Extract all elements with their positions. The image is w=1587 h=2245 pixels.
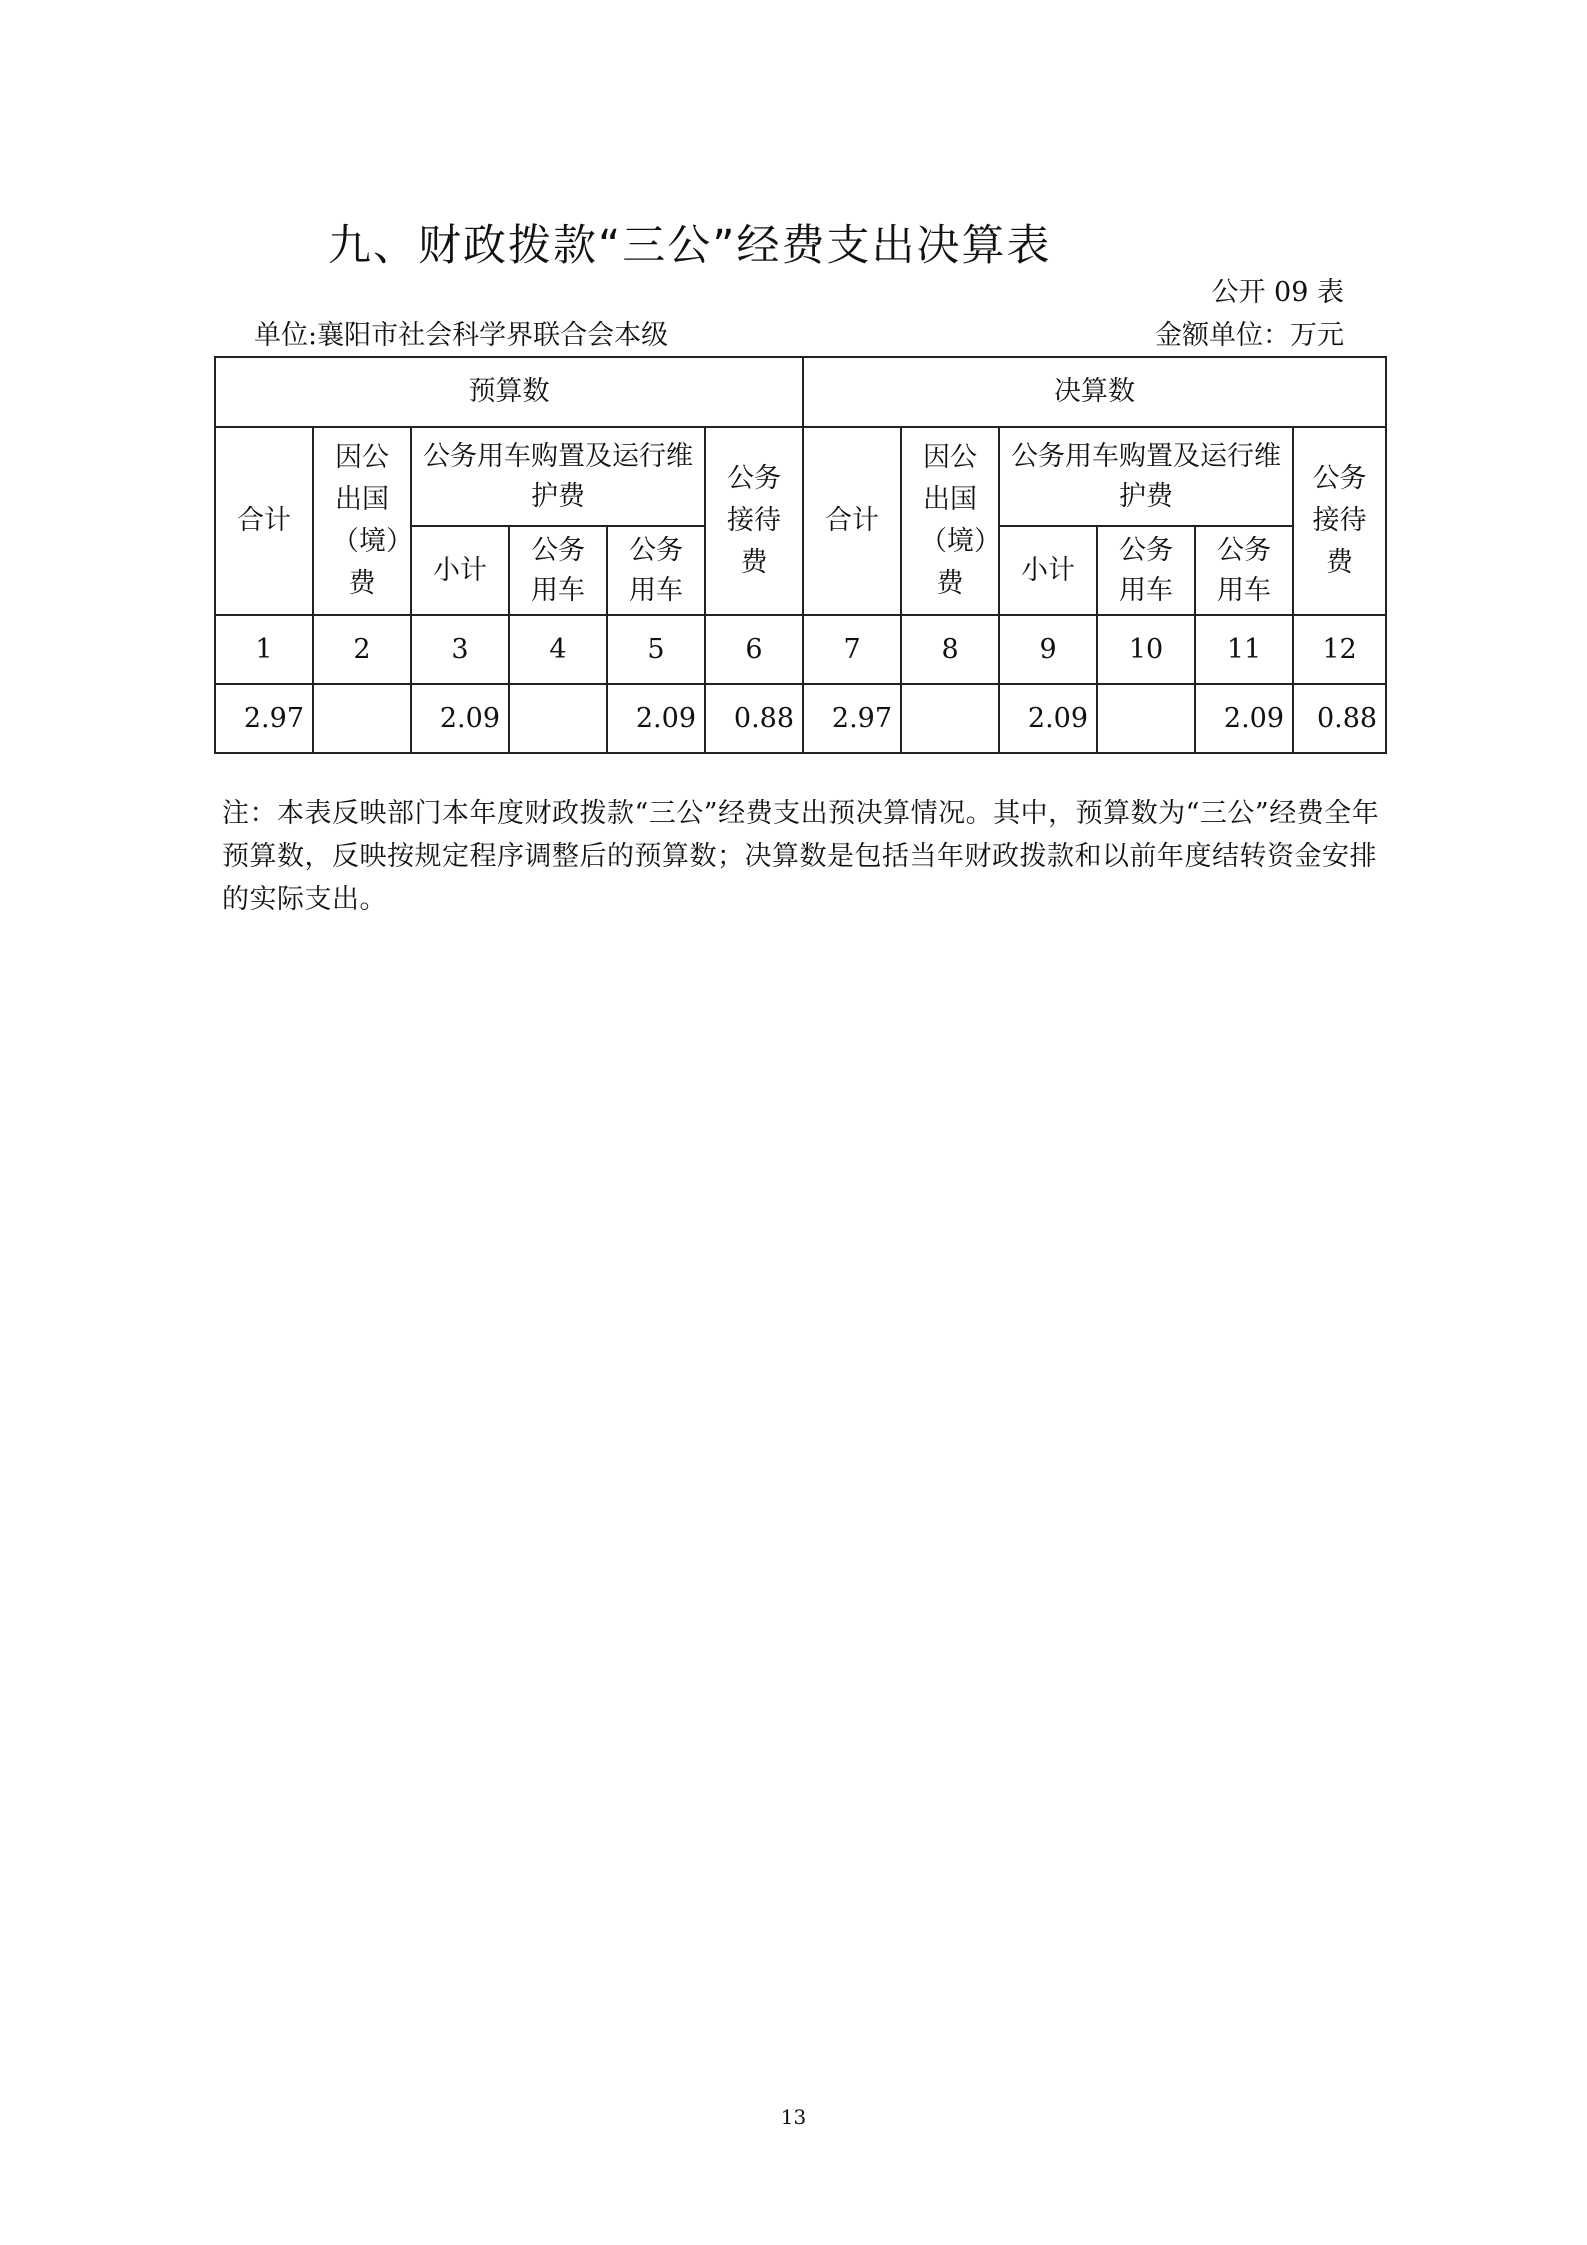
header-final-total: 合计 xyxy=(803,427,901,615)
index-cell: 7 xyxy=(803,615,901,684)
index-cell: 8 xyxy=(901,615,999,684)
value-cell: 2.09 xyxy=(1195,684,1293,753)
table-group-header-row xyxy=(215,357,1386,427)
header-final: 决算数 xyxy=(803,357,1386,427)
header-final-vehicle-purchase: 公务用车 xyxy=(1097,526,1195,615)
value-cell: 2.09 xyxy=(607,684,705,753)
value-cell: 2.09 xyxy=(411,684,509,753)
table-index-row xyxy=(215,615,1386,684)
header-budget-vehicle: 公务用车购置及运行维护费 xyxy=(411,427,705,526)
header-final-abroad: 因公出国（境）费 xyxy=(901,427,999,615)
index-cell: 2 xyxy=(313,615,411,684)
table-header-row-1 xyxy=(215,427,1386,526)
value-cell xyxy=(1097,684,1195,753)
header-final-vehicle: 公务用车购置及运行维护费 xyxy=(999,427,1293,526)
value-cell: 2.97 xyxy=(215,684,313,753)
header-final-subtotal: 小计 xyxy=(999,526,1097,615)
header-budget-reception: 公务接待费 xyxy=(705,427,803,615)
value-cell xyxy=(509,684,607,753)
table-row xyxy=(215,684,1386,753)
header-budget-abroad: 因公出国（境）费 xyxy=(313,427,411,615)
header-final-reception: 公务接待费 xyxy=(1293,427,1386,615)
three-public-expense-table xyxy=(214,356,1387,754)
index-cell: 3 xyxy=(411,615,509,684)
index-cell: 11 xyxy=(1195,615,1293,684)
value-cell: 2.09 xyxy=(999,684,1097,753)
index-cell: 5 xyxy=(607,615,705,684)
page-title: 九、财政拨款“三公”经费支出决算表 xyxy=(328,221,1052,271)
index-cell: 4 xyxy=(509,615,607,684)
header-budget-total: 合计 xyxy=(215,427,313,615)
header-budget: 预算数 xyxy=(215,357,803,427)
index-cell: 9 xyxy=(999,615,1097,684)
amount-unit: 金额单位：万元 xyxy=(1155,320,1344,351)
header-budget-vehicle-run: 公务用车 xyxy=(607,526,705,615)
value-cell: 2.97 xyxy=(803,684,901,753)
header-budget-subtotal: 小计 xyxy=(411,526,509,615)
value-cell xyxy=(313,684,411,753)
index-cell: 12 xyxy=(1293,615,1386,684)
index-cell: 1 xyxy=(215,615,313,684)
value-cell xyxy=(901,684,999,753)
organization-unit: 单位:襄阳市社会科学界联合会本级 xyxy=(254,320,669,351)
index-cell: 10 xyxy=(1097,615,1195,684)
value-cell: 0.88 xyxy=(705,684,803,753)
page-number: 13 xyxy=(780,2105,807,2129)
index-cell: 6 xyxy=(705,615,803,684)
form-number: 公开 09 表 xyxy=(1211,277,1344,308)
value-cell: 0.88 xyxy=(1293,684,1386,753)
header-budget-vehicle-purchase: 公务用车 xyxy=(509,526,607,615)
header-final-vehicle-run: 公务用车 xyxy=(1195,526,1293,615)
table-note: 注：本表反映部门本年度财政拨款“三公”经费支出预决算情况。其中，预算数为“三公”经费全年预算数，反映按规定程序调整后的预算数；决算数是包括当年财政拨款和以前年度结转资金安排的实际支出。 xyxy=(222,798,1380,915)
